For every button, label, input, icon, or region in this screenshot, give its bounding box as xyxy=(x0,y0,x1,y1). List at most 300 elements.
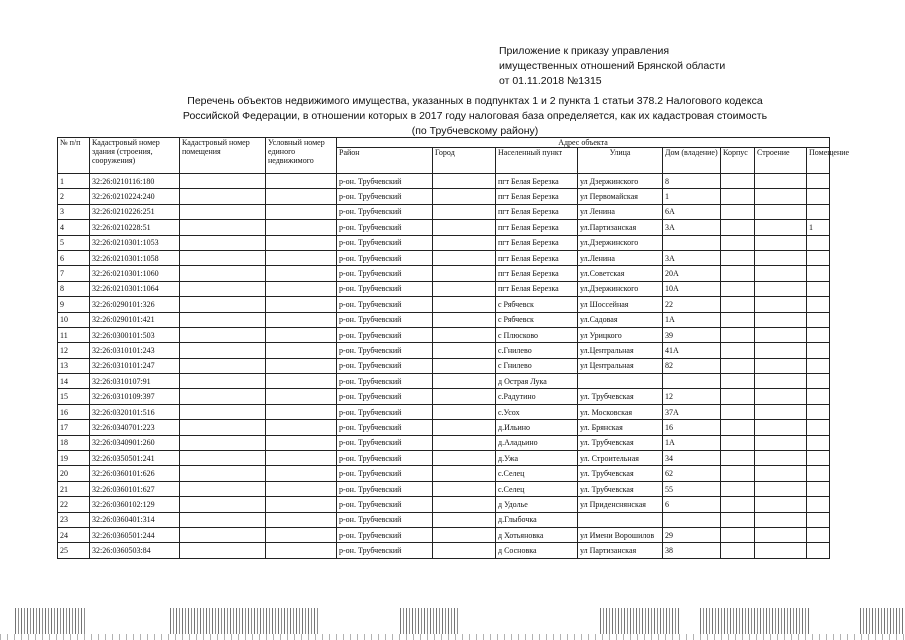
scan-artifact xyxy=(600,608,680,634)
cell-cad-building: 32:26:0290101:326 xyxy=(90,297,180,312)
cell-settlement: д.Ильино xyxy=(496,420,578,435)
cell-district: р-он. Трубчевский xyxy=(337,250,433,265)
cell-cad-building: 32:26:0210301:1064 xyxy=(90,281,180,296)
cell-settlement: пгт Белая Березка xyxy=(496,220,578,235)
cell-cad-building: 32:26:0210301:1060 xyxy=(90,266,180,281)
cell-cad-building: 32:26:0210224:240 xyxy=(90,189,180,204)
title-line: Перечень объектов недвижимого имущества, указанных в подпунктах 1 и 2 пункта 1 статьи 378.2 Налогового кодекса xyxy=(187,95,763,107)
cell-street: ул Центральная xyxy=(578,358,663,373)
appendix-line: от 01.11.2018 №1315 xyxy=(499,75,602,87)
cell-building xyxy=(755,543,807,558)
cell-cond-num xyxy=(266,420,337,435)
table-row xyxy=(58,527,830,542)
cell-street xyxy=(578,512,663,527)
cell-room xyxy=(807,435,830,450)
cell-street: ул Шоссейная xyxy=(578,297,663,312)
cell-num: 15 xyxy=(58,389,90,404)
cell-cond-num xyxy=(266,343,337,358)
scan-artifact xyxy=(400,608,460,634)
cell-cad-room xyxy=(180,435,266,450)
cell-cond-num xyxy=(266,266,337,281)
cell-num: 22 xyxy=(58,497,90,512)
cell-cad-building: 32:26:0360101:627 xyxy=(90,481,180,496)
cell-street: ул. Трубчевская xyxy=(578,466,663,481)
cell-korpus xyxy=(721,466,755,481)
cell-korpus xyxy=(721,543,755,558)
cell-korpus xyxy=(721,281,755,296)
cell-settlement: с Рябчевск xyxy=(496,312,578,327)
cell-korpus xyxy=(721,451,755,466)
cell-city xyxy=(433,512,496,527)
cell-cad-building: 32:26:0310101:247 xyxy=(90,358,180,373)
cell-house: 3А xyxy=(663,250,721,265)
cell-korpus xyxy=(721,358,755,373)
table-row xyxy=(58,497,830,512)
cell-cad-building: 32:26:0360501:244 xyxy=(90,527,180,542)
cell-korpus xyxy=(721,512,755,527)
cell-city xyxy=(433,312,496,327)
cell-house: 38 xyxy=(663,543,721,558)
cell-room xyxy=(807,374,830,389)
cell-cond-num xyxy=(266,204,337,219)
cell-district: р-он. Трубчевский xyxy=(337,543,433,558)
cell-cond-num xyxy=(266,512,337,527)
cell-city xyxy=(433,451,496,466)
cell-num: 10 xyxy=(58,312,90,327)
cell-building xyxy=(755,312,807,327)
cell-city xyxy=(433,497,496,512)
cell-cad-building: 32:26:0360503:84 xyxy=(90,543,180,558)
cell-city xyxy=(433,420,496,435)
cell-settlement: с Плюсково xyxy=(496,327,578,342)
cell-building xyxy=(755,420,807,435)
table-row xyxy=(58,466,830,481)
cell-room xyxy=(807,451,830,466)
cell-building xyxy=(755,389,807,404)
table-row xyxy=(58,543,830,558)
cell-korpus xyxy=(721,497,755,512)
cell-city xyxy=(433,297,496,312)
cell-cond-num xyxy=(266,466,337,481)
cell-cad-room xyxy=(180,343,266,358)
cell-korpus xyxy=(721,297,755,312)
cell-district: р-он. Трубчевский xyxy=(337,389,433,404)
cell-district: р-он. Трубчевский xyxy=(337,374,433,389)
cell-cad-building: 32:26:0300101:503 xyxy=(90,327,180,342)
cell-cad-building: 32:26:0360101:626 xyxy=(90,466,180,481)
cell-korpus xyxy=(721,220,755,235)
cell-cond-num xyxy=(266,358,337,373)
cell-district: р-он. Трубчевский xyxy=(337,235,433,250)
cell-room xyxy=(807,512,830,527)
cell-house: 39 xyxy=(663,327,721,342)
cell-street: ул.Ленина xyxy=(578,250,663,265)
cell-house: 34 xyxy=(663,451,721,466)
header-house: Дом (владение) xyxy=(663,148,721,174)
cell-city xyxy=(433,204,496,219)
cell-settlement: пгт Белая Березка xyxy=(496,250,578,265)
cell-room xyxy=(807,466,830,481)
cell-korpus xyxy=(721,527,755,542)
cell-building xyxy=(755,374,807,389)
cell-house: 1А xyxy=(663,312,721,327)
document-title xyxy=(60,94,890,139)
table-row xyxy=(58,420,830,435)
header-korpus: Корпус xyxy=(721,148,755,174)
cell-district: р-он. Трубчевский xyxy=(337,327,433,342)
header-settlement: Населенный пункт xyxy=(496,148,578,174)
cell-cad-building: 32:26:0340901:260 xyxy=(90,435,180,450)
appendix-line: Приложение к приказу управления xyxy=(499,45,670,57)
cell-cond-num xyxy=(266,435,337,450)
cell-cad-room xyxy=(180,389,266,404)
cell-house: 8 xyxy=(663,174,721,189)
cell-cond-num xyxy=(266,312,337,327)
cell-building xyxy=(755,435,807,450)
cell-settlement: пгт Белая Березка xyxy=(496,235,578,250)
cell-cad-room xyxy=(180,451,266,466)
cell-cad-room xyxy=(180,374,266,389)
cell-street: ул Имени Ворошилов xyxy=(578,527,663,542)
table-row xyxy=(58,281,830,296)
cell-room xyxy=(807,420,830,435)
cell-settlement: д Хотьяновка xyxy=(496,527,578,542)
table-row xyxy=(58,174,830,189)
cell-cad-building: 32:26:0210226:251 xyxy=(90,204,180,219)
cell-house: 6 xyxy=(663,497,721,512)
cell-cad-room xyxy=(180,204,266,219)
cell-room xyxy=(807,358,830,373)
cell-room xyxy=(807,250,830,265)
cell-district: р-он. Трубчевский xyxy=(337,174,433,189)
cell-house: 16 xyxy=(663,420,721,435)
cell-cad-building: 32:26:0290101:421 xyxy=(90,312,180,327)
cell-cad-room xyxy=(180,404,266,419)
cell-cond-num xyxy=(266,220,337,235)
header-building: Строение xyxy=(755,148,807,174)
cell-building xyxy=(755,481,807,496)
cell-num: 13 xyxy=(58,358,90,373)
cell-korpus xyxy=(721,389,755,404)
cell-korpus xyxy=(721,327,755,342)
cell-city xyxy=(433,435,496,450)
cell-cad-building: 32:26:0210301:1053 xyxy=(90,235,180,250)
cell-settlement: д Удолье xyxy=(496,497,578,512)
cell-korpus xyxy=(721,174,755,189)
cell-house: 82 xyxy=(663,358,721,373)
cell-house: 62 xyxy=(663,466,721,481)
header-district: Район xyxy=(337,148,433,174)
cell-district: р-он. Трубчевский xyxy=(337,420,433,435)
table-row xyxy=(58,481,830,496)
cell-num: 25 xyxy=(58,543,90,558)
header-cad-room: Кадастровый номер помещения xyxy=(180,138,266,174)
cell-korpus xyxy=(721,481,755,496)
cell-street: ул. Брянская xyxy=(578,420,663,435)
table-row xyxy=(58,435,830,450)
cell-num: 11 xyxy=(58,327,90,342)
cell-street: ул.Партизанская xyxy=(578,220,663,235)
cell-settlement: с.Селец xyxy=(496,466,578,481)
cell-city xyxy=(433,343,496,358)
cell-cad-room xyxy=(180,481,266,496)
cell-cad-building: 32:26:0210301:1058 xyxy=(90,250,180,265)
cell-house xyxy=(663,512,721,527)
cell-korpus xyxy=(721,266,755,281)
cell-cad-room xyxy=(180,420,266,435)
table-row xyxy=(58,404,830,419)
cell-building xyxy=(755,220,807,235)
cell-cond-num xyxy=(266,250,337,265)
cell-street: ул Партизанская xyxy=(578,543,663,558)
header-num: № п/п xyxy=(58,138,90,174)
title-line: (по Трубчевскому району) xyxy=(411,125,539,137)
cell-building xyxy=(755,343,807,358)
cell-settlement: пгт Белая Березка xyxy=(496,189,578,204)
table-row xyxy=(58,235,830,250)
cell-city xyxy=(433,220,496,235)
table-row xyxy=(58,343,830,358)
cell-settlement: д.Ужа xyxy=(496,451,578,466)
cell-num: 21 xyxy=(58,481,90,496)
cell-building xyxy=(755,281,807,296)
cell-korpus xyxy=(721,343,755,358)
cell-district: р-он. Трубчевский xyxy=(337,497,433,512)
cell-building xyxy=(755,250,807,265)
cell-room xyxy=(807,497,830,512)
table-row xyxy=(58,189,830,204)
cell-cond-num xyxy=(266,374,337,389)
cell-city xyxy=(433,189,496,204)
cell-korpus xyxy=(721,312,755,327)
cell-street: ул. Московская xyxy=(578,404,663,419)
scan-artifact xyxy=(0,634,905,640)
cell-settlement: д.Глыбочка xyxy=(496,512,578,527)
cell-district: р-он. Трубчевский xyxy=(337,435,433,450)
cell-cond-num xyxy=(266,389,337,404)
cell-room: 1 xyxy=(807,220,830,235)
cell-street: ул Ленина xyxy=(578,204,663,219)
appendix-line: имущественных отношений Брянской области xyxy=(499,60,726,72)
cell-district: р-он. Трубчевский xyxy=(337,189,433,204)
cell-city xyxy=(433,235,496,250)
cell-district: р-он. Трубчевский xyxy=(337,451,433,466)
cell-settlement: с Гнилево xyxy=(496,358,578,373)
cell-city xyxy=(433,281,496,296)
cell-district: р-он. Трубчевский xyxy=(337,481,433,496)
cell-num: 2 xyxy=(58,189,90,204)
cell-room xyxy=(807,481,830,496)
cell-cad-building: 32:26:0320101:516 xyxy=(90,404,180,419)
cell-room xyxy=(807,404,830,419)
property-table xyxy=(57,137,850,559)
cell-city xyxy=(433,250,496,265)
cell-building xyxy=(755,266,807,281)
table-row xyxy=(58,358,830,373)
cell-cad-building: 32:26:0310101:243 xyxy=(90,343,180,358)
cell-cond-num xyxy=(266,451,337,466)
cell-house xyxy=(663,374,721,389)
cell-cad-room xyxy=(180,327,266,342)
cell-cond-num xyxy=(266,404,337,419)
cell-room xyxy=(807,281,830,296)
cell-room xyxy=(807,204,830,219)
cell-room xyxy=(807,189,830,204)
cell-street: ул. Строительная xyxy=(578,451,663,466)
cell-korpus xyxy=(721,404,755,419)
cell-house: 6А xyxy=(663,204,721,219)
table-row xyxy=(58,220,830,235)
cell-korpus xyxy=(721,189,755,204)
cell-district: р-он. Трубчевский xyxy=(337,343,433,358)
cell-district: р-он. Трубчевский xyxy=(337,204,433,219)
cell-num: 12 xyxy=(58,343,90,358)
cell-building xyxy=(755,466,807,481)
header-cond-num: Условный номер единого недвижимого xyxy=(266,138,337,174)
cell-building xyxy=(755,204,807,219)
cell-room xyxy=(807,527,830,542)
cell-korpus xyxy=(721,235,755,250)
table-row xyxy=(58,297,830,312)
cell-cad-room xyxy=(180,250,266,265)
cell-building xyxy=(755,235,807,250)
cell-room xyxy=(807,297,830,312)
header-cad-building: Кадастровый номер здания (строения, сооружения) xyxy=(90,138,180,174)
cell-room xyxy=(807,543,830,558)
cell-district: р-он. Трубчевский xyxy=(337,266,433,281)
appendix-header xyxy=(499,44,799,89)
cell-cad-building: 32:26:0310107:91 xyxy=(90,374,180,389)
cell-building xyxy=(755,512,807,527)
cell-korpus xyxy=(721,420,755,435)
cell-street xyxy=(578,374,663,389)
cell-district: р-он. Трубчевский xyxy=(337,404,433,419)
table-row xyxy=(58,312,830,327)
cell-city xyxy=(433,389,496,404)
cell-cad-room xyxy=(180,281,266,296)
cell-cad-room xyxy=(180,512,266,527)
cell-cad-room xyxy=(180,174,266,189)
cell-num: 1 xyxy=(58,174,90,189)
cell-room xyxy=(807,312,830,327)
cell-district: р-он. Трубчевский xyxy=(337,466,433,481)
scan-artifact xyxy=(170,608,320,634)
cell-cond-num xyxy=(266,189,337,204)
cell-room xyxy=(807,327,830,342)
cell-district: р-он. Трубчевский xyxy=(337,297,433,312)
cell-num: 17 xyxy=(58,420,90,435)
cell-district: р-он. Трубчевский xyxy=(337,312,433,327)
cell-street: ул.Дзержинского xyxy=(578,281,663,296)
table-row xyxy=(58,374,830,389)
cell-num: 6 xyxy=(58,250,90,265)
cell-settlement: пгт Белая Березка xyxy=(496,174,578,189)
cell-num: 16 xyxy=(58,404,90,419)
cell-cad-room xyxy=(180,297,266,312)
cell-building xyxy=(755,189,807,204)
table-row xyxy=(58,451,830,466)
cell-building xyxy=(755,297,807,312)
cell-building xyxy=(755,497,807,512)
cell-cad-room xyxy=(180,543,266,558)
cell-house: 41А xyxy=(663,343,721,358)
cell-cond-num xyxy=(266,527,337,542)
cell-city xyxy=(433,404,496,419)
cell-settlement: с.Радутино xyxy=(496,389,578,404)
cell-cond-num xyxy=(266,174,337,189)
cell-building xyxy=(755,527,807,542)
table-row xyxy=(58,327,830,342)
cell-street: ул.Садовая xyxy=(578,312,663,327)
cell-street: ул Дзержинского xyxy=(578,174,663,189)
cell-korpus xyxy=(721,374,755,389)
cell-cad-building: 32:26:0340701:223 xyxy=(90,420,180,435)
table-body xyxy=(58,174,830,559)
cell-settlement: д Острая Лука xyxy=(496,374,578,389)
cell-cad-room xyxy=(180,358,266,373)
cell-korpus xyxy=(721,204,755,219)
cell-cad-room xyxy=(180,527,266,542)
cell-settlement: с Рябчевск xyxy=(496,297,578,312)
cell-house: 29 xyxy=(663,527,721,542)
header-city: Город xyxy=(433,148,496,174)
cell-settlement: с.Гнилево xyxy=(496,343,578,358)
scan-artifact xyxy=(700,608,810,634)
cell-cond-num xyxy=(266,481,337,496)
scan-artifact xyxy=(860,608,905,634)
table-row xyxy=(58,204,830,219)
cell-house: 12 xyxy=(663,389,721,404)
table-row xyxy=(58,389,830,404)
cell-building xyxy=(755,174,807,189)
cell-house: 55 xyxy=(663,481,721,496)
cell-street: ул. Трубчевская xyxy=(578,435,663,450)
cell-house: 20А xyxy=(663,266,721,281)
cell-cond-num xyxy=(266,297,337,312)
cell-district: р-он. Трубчевский xyxy=(337,512,433,527)
cell-house: 22 xyxy=(663,297,721,312)
cell-settlement: с.Селец xyxy=(496,481,578,496)
cell-street: ул Первомайская xyxy=(578,189,663,204)
cell-korpus xyxy=(721,435,755,450)
cell-cad-building: 32:26:0210228:51 xyxy=(90,220,180,235)
cell-cad-room xyxy=(180,466,266,481)
cell-house: 10А xyxy=(663,281,721,296)
cell-num: 14 xyxy=(58,374,90,389)
cell-street: ул. Трубчевская xyxy=(578,481,663,496)
cell-cond-num xyxy=(266,327,337,342)
cell-cad-room xyxy=(180,220,266,235)
cell-street: ул. Трубчевская xyxy=(578,389,663,404)
cell-cad-building: 32:26:0210116:180 xyxy=(90,174,180,189)
table-row xyxy=(58,512,830,527)
cell-city xyxy=(433,358,496,373)
cell-settlement: пгт Белая Березка xyxy=(496,266,578,281)
header-room: Помещение xyxy=(807,148,830,174)
title-line: Российской Федерации, в отношении которых в 2017 году налоговая база определяется, как их кадастровая стоимость xyxy=(182,110,768,122)
cell-building xyxy=(755,404,807,419)
cell-num: 19 xyxy=(58,451,90,466)
cell-street: ул.Дзержинского xyxy=(578,235,663,250)
header-address: Адрес объекта xyxy=(337,138,830,148)
cell-num: 24 xyxy=(58,527,90,542)
cell-district: р-он. Трубчевский xyxy=(337,281,433,296)
cell-room xyxy=(807,174,830,189)
cell-city xyxy=(433,174,496,189)
cell-building xyxy=(755,327,807,342)
cell-building xyxy=(755,358,807,373)
header-street: Улица xyxy=(578,148,663,174)
